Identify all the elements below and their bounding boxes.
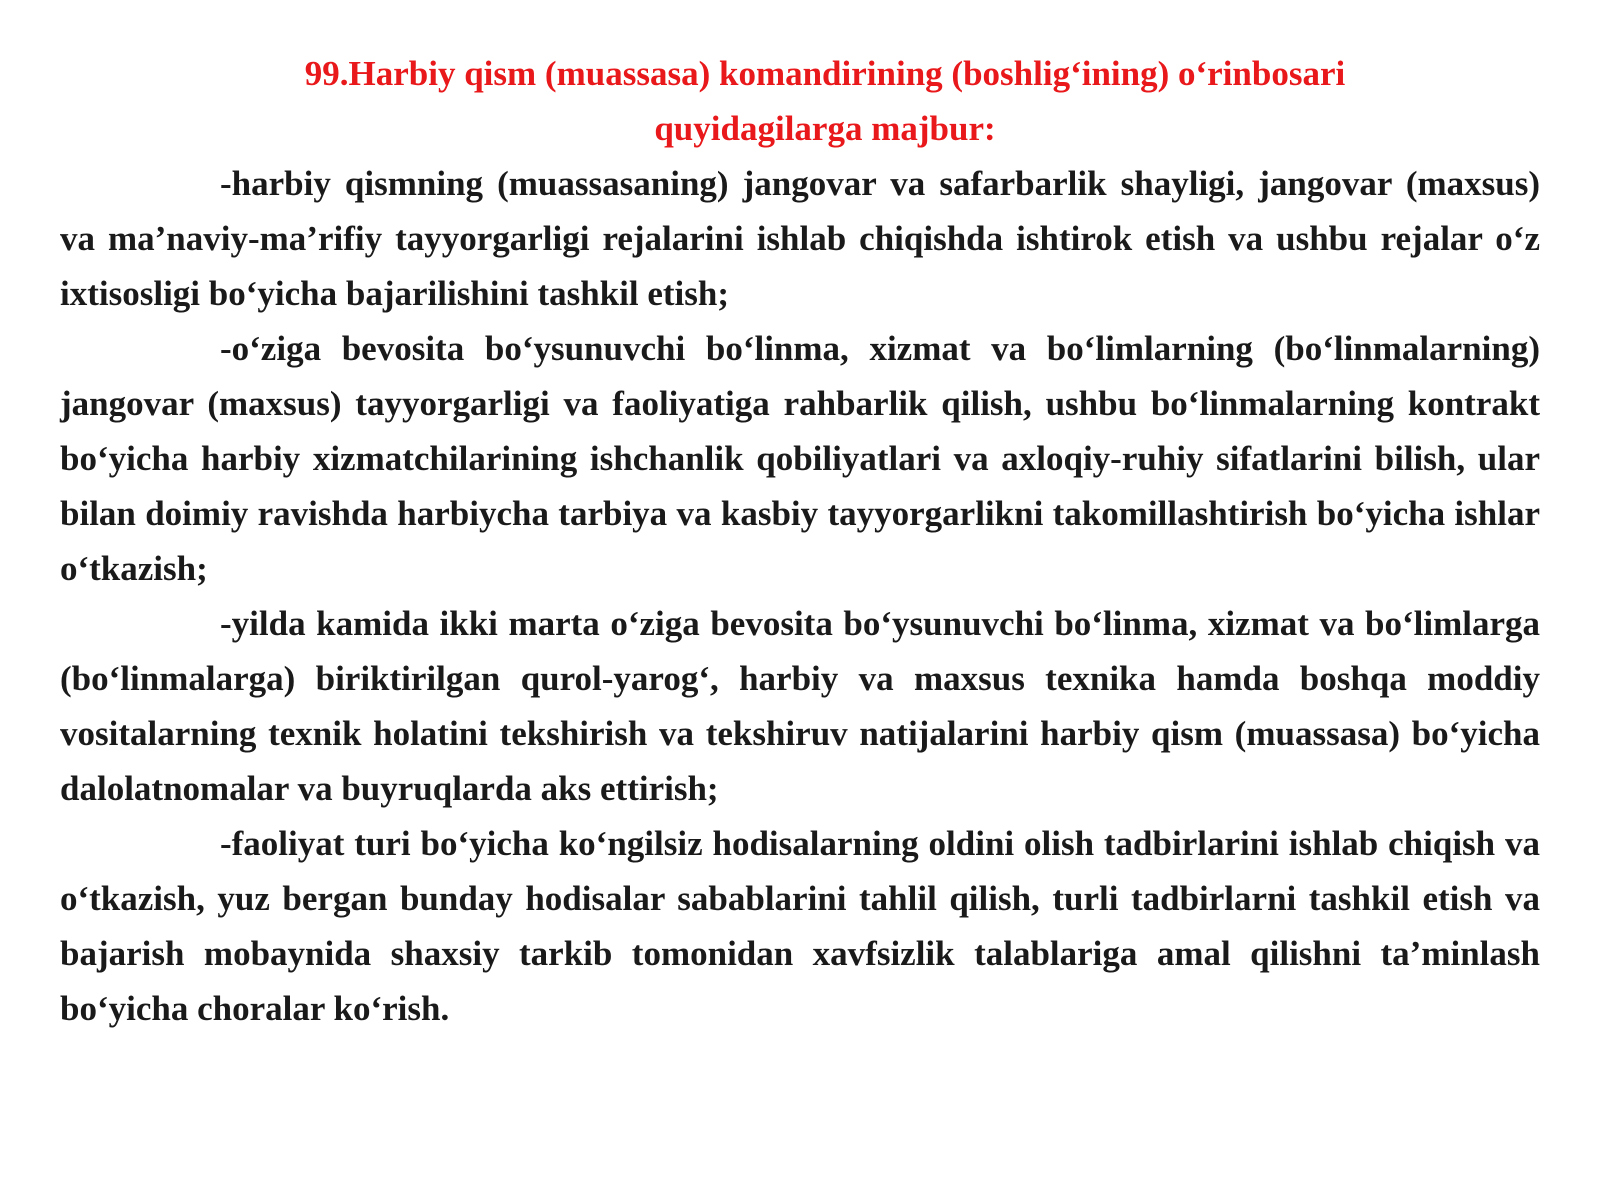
document-page [60,46,1540,1036]
paragraph-3: -yilda kamida ikki marta o‘ziga bevosita bo‘ysunuvchi bo‘linma, xizmat va bo‘limlarga (bo‘linmalarga) biriktirilgan qurol-yarog‘, harbiy va maxsus texnika hamda boshqa moddiy vositalarning texnik holatini tekshirish va tekshiruv natijalarini harbiy qism (muassasa) bo‘yicha dalolatnomalar va buyruqlarda aks ettirish; [60,604,1540,808]
paragraph-4: -faoliyat turi bo‘yicha ko‘ngilsiz hodisalarning oldini olish tadbirlarini ishlab chiqish va o‘tkazish, yuz bergan bunday hodisalar sabablarini tahlil qilish, turli tadbirlarni tashkil etish va bajarish mobaynida shaxsiy tarkib tomonidan xavfsizlik talablariga amal qilishni ta’minlash bo‘yicha choralar ko‘rish. [60,824,1540,1028]
heading-line-2: quyidagilarga majbur: [654,109,996,148]
paragraph-2: -o‘ziga bevosita bo‘ysunuvchi bo‘linma, xizmat va bo‘limlarning (bo‘linmalarning) jangovar (maxsus) tayyorgarligi va faoliyatiga rahbarlik qilish, ushbu bo‘linmalarning kontrakt bo‘yicha harbiy xizmatchilarining ishchanlik qobiliyatlari va axloqiy-ruhiy sifatlarini bilish, ular bilan doimiy ravishda harbiycha tarbiya va kasbiy tayyorgarlikni takomillashtirish bo‘yicha ishlar o‘tkazish; [60,329,1540,588]
section-heading [60,46,1540,156]
heading-line-1: 99.Harbiy qism (muassasa) komandirining (boshlig‘ining) o‘rinbosari [304,54,1346,93]
paragraph-1: -harbiy qismning (muassasaning) jangovar va safarbarlik shayligi, jangovar (maxsus) va ma’naviy-ma’rifiy tayyorgarligi rejalarini ishlab chiqishda ishtirok etish va ushbu rejalar o‘z ixtisosligi bo‘yicha bajarilishini tashkil etish; [60,164,1540,313]
